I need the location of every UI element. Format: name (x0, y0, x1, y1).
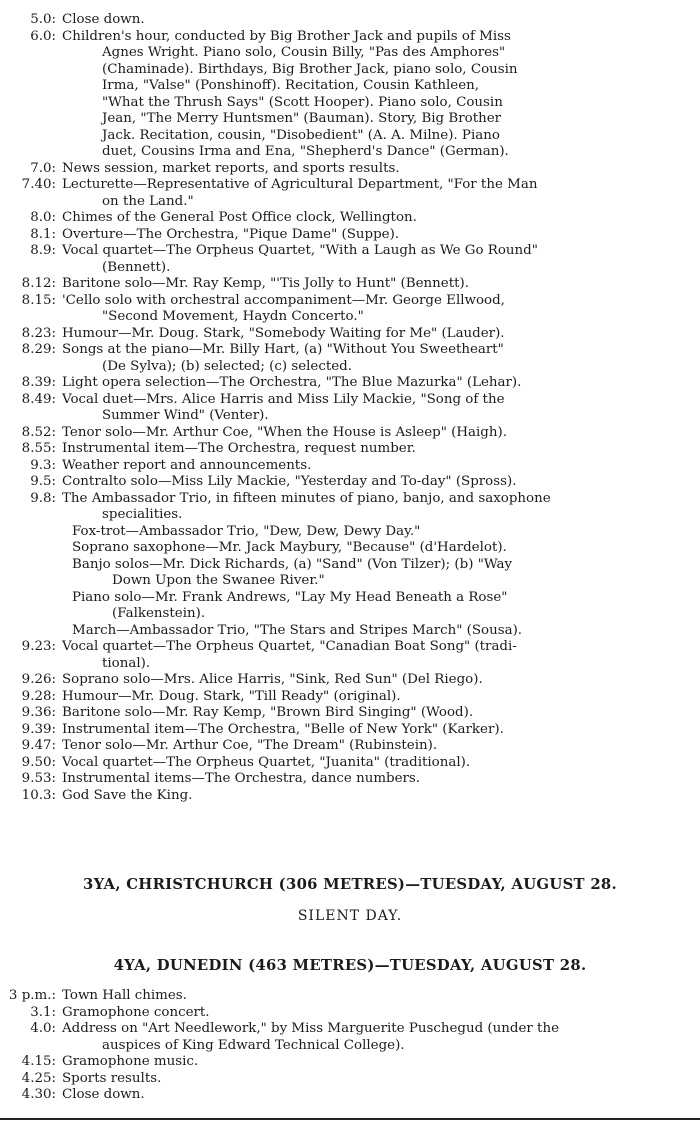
schedule-entry (0, 441, 700, 458)
entry-time: 9.8: (30, 490, 56, 506)
entry-line: Soprano solo—Mrs. Alice Harris, "Sink, Red Sun" (Del Riego). (62, 672, 483, 687)
sub-item-line: Piano solo—Mr. Frank Andrews, "Lay My Head Beneath a Rose" (72, 589, 508, 605)
entry-time: 7.0: (30, 160, 56, 176)
schedule-entry (0, 755, 700, 772)
entry-line: Humour—Mr. Doug. Stark, "Till Ready" (original). (62, 688, 401, 704)
entry-description (62, 1054, 700, 1071)
entry-description (62, 705, 700, 722)
entry-line: Weather report and announcements. (62, 457, 312, 473)
entry-time: 8.55: (21, 441, 56, 456)
entry-time: 9.5: (30, 474, 56, 489)
entry-description (62, 788, 700, 805)
schedule-entry (0, 29, 700, 161)
schedule-entry (0, 227, 700, 244)
entry-description (62, 458, 700, 475)
entry-line: Address on "Art Needlework," by Miss Marguerite Puschegud (under the (62, 1021, 559, 1036)
heading-4ya: 4YA, DUNEDIN (463 METRES)—TUESDAY, AUGUST 28. (113, 957, 587, 974)
entry-time: 3.1: (30, 1004, 56, 1020)
entry-time: 9.47: (21, 738, 56, 753)
schedule-entry (0, 474, 700, 491)
entry-line: Humour—Mr. Doug. Stark, "Somebody Waiting for Me" (Lauder). (62, 325, 505, 341)
entry-description (62, 161, 700, 178)
schedule-entry (0, 210, 700, 227)
entry-description (62, 1021, 700, 1054)
entry-description (62, 227, 700, 244)
schedule-entry (0, 689, 700, 706)
entry-line: Instrumental item—The Orchestra, "Belle of New York" (Karker). (62, 721, 504, 737)
entry-line: Summer Wind" (Venter). (102, 408, 269, 423)
entry-line: auspices of King Edward Technical College). (102, 1037, 405, 1053)
entry-line: News session, market reports, and sports results. (62, 160, 400, 176)
entry-time: 8.0: (30, 210, 56, 225)
entry-time: 9.3: (30, 457, 56, 473)
entry-description (62, 474, 700, 491)
entry-line: Vocal duet—Mrs. Alice Harris and Miss Lily Mackie, "Song of the (62, 391, 505, 407)
entry-line: Gramophone concert. (62, 1004, 210, 1020)
entry-line: Instrumental item—The Orchestra, request number. (62, 441, 416, 456)
heading-3ya: 3YA, CHRISTCHURCH (306 METRES)—TUESDAY, AUGUST 28. (83, 876, 617, 893)
entry-description (62, 425, 700, 442)
entry-description (62, 342, 700, 375)
entry-time: 9.26: (21, 672, 56, 687)
entry-line: (Chaminade). Birthdays, Big Brother Jack, piano solo, Cousin (102, 61, 518, 77)
sub-item-line: Fox-trot—Ambassador Trio, "Dew, Dew, Dewy Day." (72, 523, 421, 539)
entry-description (62, 491, 700, 524)
schedule-entry (0, 1087, 700, 1104)
schedule-entry (0, 771, 700, 788)
schedule-entry (0, 788, 700, 805)
entry-line: Songs at the piano—Mr. Billy Hart, (a) "Without You Sweetheart" (62, 342, 504, 357)
entry-time: 8.39: (21, 375, 56, 390)
entry-time: 4.15: (21, 1054, 56, 1069)
entry-description (62, 293, 700, 326)
schedule-entry (0, 672, 700, 689)
entry-time: 8.12: (21, 276, 56, 291)
entry-line: Close down. (62, 12, 145, 27)
entry-time: 9.28: (21, 688, 56, 704)
entry-time: 7.40: (21, 177, 56, 192)
schedule-2ya (0, 12, 700, 804)
schedule-entry (0, 161, 700, 178)
entry-line: Lecturette—Representative of Agricultural Department, "For the Man (62, 177, 538, 192)
entry-description (62, 755, 700, 772)
entry-description (62, 441, 700, 458)
entry-time: 8.52: (21, 424, 56, 440)
entry-line: Agnes Wright. Piano solo, Cousin Billy, "Pas des Amphores" (102, 45, 506, 60)
silent-day-notice: SILENT DAY. (297, 908, 403, 924)
entry-line: Tenor solo—Mr. Arthur Coe, "The Dream" (Rubinstein). (62, 738, 438, 753)
entry-line: Jean, "The Merry Huntsmen" (Bauman). Story, Big Brother (102, 111, 502, 126)
entry-line: Vocal quartet—The Orpheus Quartet, "Juanita" (traditional). (62, 754, 471, 770)
schedule-entry (0, 1071, 700, 1088)
schedule-entry (0, 639, 700, 672)
entry-description (62, 738, 700, 755)
entry-line: on the Land." (102, 193, 194, 209)
entry-time: 4.0: (30, 1021, 56, 1036)
entry-time: 3 p.m.: (8, 988, 56, 1003)
entry-time: 4.25: (21, 1070, 56, 1086)
schedule-entry (0, 722, 700, 739)
schedule-entry (0, 276, 700, 293)
entry-time: 8.1: (30, 226, 56, 242)
sub-item-line: Down Upon the Swanee River." (112, 573, 325, 588)
schedule-entry (0, 342, 700, 375)
entry-description (62, 689, 700, 706)
entry-time: 6.0: (30, 28, 56, 44)
schedule-entry (0, 326, 700, 343)
sub-item-line: Banjo solos—Mr. Dick Richards, (a) "Sand" (Von Tilzer); (b) "Way (72, 556, 513, 572)
schedule-entry (0, 392, 700, 425)
schedule-entry (0, 293, 700, 326)
entry-time: 5.0: (30, 12, 56, 27)
schedule-entry (0, 458, 700, 475)
bottom-rule (0, 1118, 700, 1120)
entry-line: Vocal quartet—The Orpheus Quartet, "Canadian Boat Song" (tradi- (62, 639, 517, 654)
entry-line: Overture—The Orchestra, "Pique Dame" (Suppe). (62, 226, 400, 242)
schedule-entry (0, 1005, 700, 1022)
entry-line: (De Sylva); (b) selected; (c) selected. (102, 358, 352, 374)
entry-line: Contralto solo—Miss Lily Mackie, "Yesterday and To-day" (Spross). (62, 474, 517, 489)
entry-line: "What the Thrush Says" (Scott Hooper). Piano solo, Cousin (102, 94, 503, 110)
entry-time: 8.49: (21, 391, 56, 407)
entry-line: duet, Cousins Irma and Ena, "Shepherd's Dance" (German). (102, 144, 509, 159)
entry-line: Baritone solo—Mr. Ray Kemp, "'Tis Jolly to Hunt" (Bennett). (62, 276, 469, 291)
entry-description (62, 639, 700, 672)
schedule-entry (0, 12, 700, 29)
entry-line: Sports results. (62, 1070, 162, 1086)
entry-line: The Ambassador Trio, in fifteen minutes of piano, banjo, and saxophone (62, 490, 551, 506)
entry-description (62, 1005, 700, 1022)
schedule-entry (0, 705, 700, 722)
entry-line: Baritone solo—Mr. Ray Kemp, "Brown Bird Singing" (Wood). (62, 705, 474, 720)
entry-description (62, 392, 700, 425)
entry-time: 9.50: (21, 754, 56, 770)
entry-description (62, 243, 700, 276)
entry-time: 8.9: (30, 243, 56, 258)
entry-time: 10.3: (21, 787, 56, 803)
entry-time: 4.30: (21, 1087, 56, 1102)
entry-line: Town Hall chimes. (62, 988, 187, 1003)
schedule-entry (0, 243, 700, 276)
schedule-entry (0, 1054, 700, 1071)
entry-description (62, 375, 700, 392)
sub-item-line: March—Ambassador Trio, "The Stars and Stripes March" (Sousa). (72, 622, 523, 638)
entry-line: Jack. Recitation, cousin, "Disobedient" (A. A. Milne). Piano (102, 127, 500, 143)
entry-line: Instrumental items—The Orchestra, dance numbers. (62, 771, 421, 786)
entry-description (62, 326, 700, 343)
entry-line: Close down. (62, 1087, 145, 1102)
entry-description (62, 988, 700, 1005)
schedule-entry (0, 1021, 700, 1054)
entry-line: Tenor solo—Mr. Arthur Coe, "When the House is Asleep" (Haigh). (62, 424, 507, 440)
schedule-entry (0, 375, 700, 392)
entry-time: 9.36: (21, 705, 56, 720)
entry-line: 'Cello solo with orchestral accompaniment—Mr. George Ellwood, (62, 292, 505, 308)
sub-item-line: Soprano saxophone—Mr. Jack Maybury, "Because" (d'Hardelot). (72, 540, 507, 555)
entry-description (62, 1071, 700, 1088)
sub-item-line: (Falkenstein). (112, 606, 206, 621)
entry-description (62, 1087, 700, 1104)
entry-line: Light opera selection—The Orchestra, "The Blue Mazurka" (Lehar). (62, 375, 522, 390)
entry-line: specialities. (102, 507, 183, 522)
entry-description (62, 12, 700, 29)
schedule-entry (0, 988, 700, 1005)
schedule-entry (0, 491, 700, 524)
entry-line: Irma, "Valse" (Ponshinoff). Recitation, Cousin Kathleen, (102, 78, 480, 93)
entry-line: Children's hour, conducted by Big Brother Jack and pupils of Miss (62, 28, 511, 44)
entry-description (62, 276, 700, 293)
entry-description (62, 29, 700, 161)
entry-line: Vocal quartet—The Orpheus Quartet, "With a Laugh as We Go Round" (62, 243, 538, 258)
entry-description (62, 210, 700, 227)
entry-line: Gramophone music. (62, 1054, 199, 1069)
entry-line: (Bennett). (102, 259, 171, 275)
entry-description (62, 722, 700, 739)
entry-time: 9.39: (21, 721, 56, 737)
entry-description (62, 771, 700, 788)
schedule-entry (0, 177, 700, 210)
entry-time: 8.15: (21, 292, 56, 308)
entry-time: 9.53: (21, 771, 56, 786)
entry-line: God Save the King. (62, 787, 193, 803)
entry-time: 8.29: (21, 342, 56, 357)
entry-time: 8.23: (21, 325, 56, 341)
entry-description (62, 672, 700, 689)
schedule-4ya (0, 988, 700, 1104)
entry-line: tional). (102, 655, 151, 671)
entry-line: "Second Movement, Haydn Concerto." (102, 309, 364, 324)
entry-line: Chimes of the General Post Office clock, Wellington. (62, 210, 417, 225)
schedule-entry (0, 425, 700, 442)
entry-time: 9.23: (21, 639, 56, 654)
schedule-entry (0, 738, 700, 755)
entry-description (62, 177, 700, 210)
